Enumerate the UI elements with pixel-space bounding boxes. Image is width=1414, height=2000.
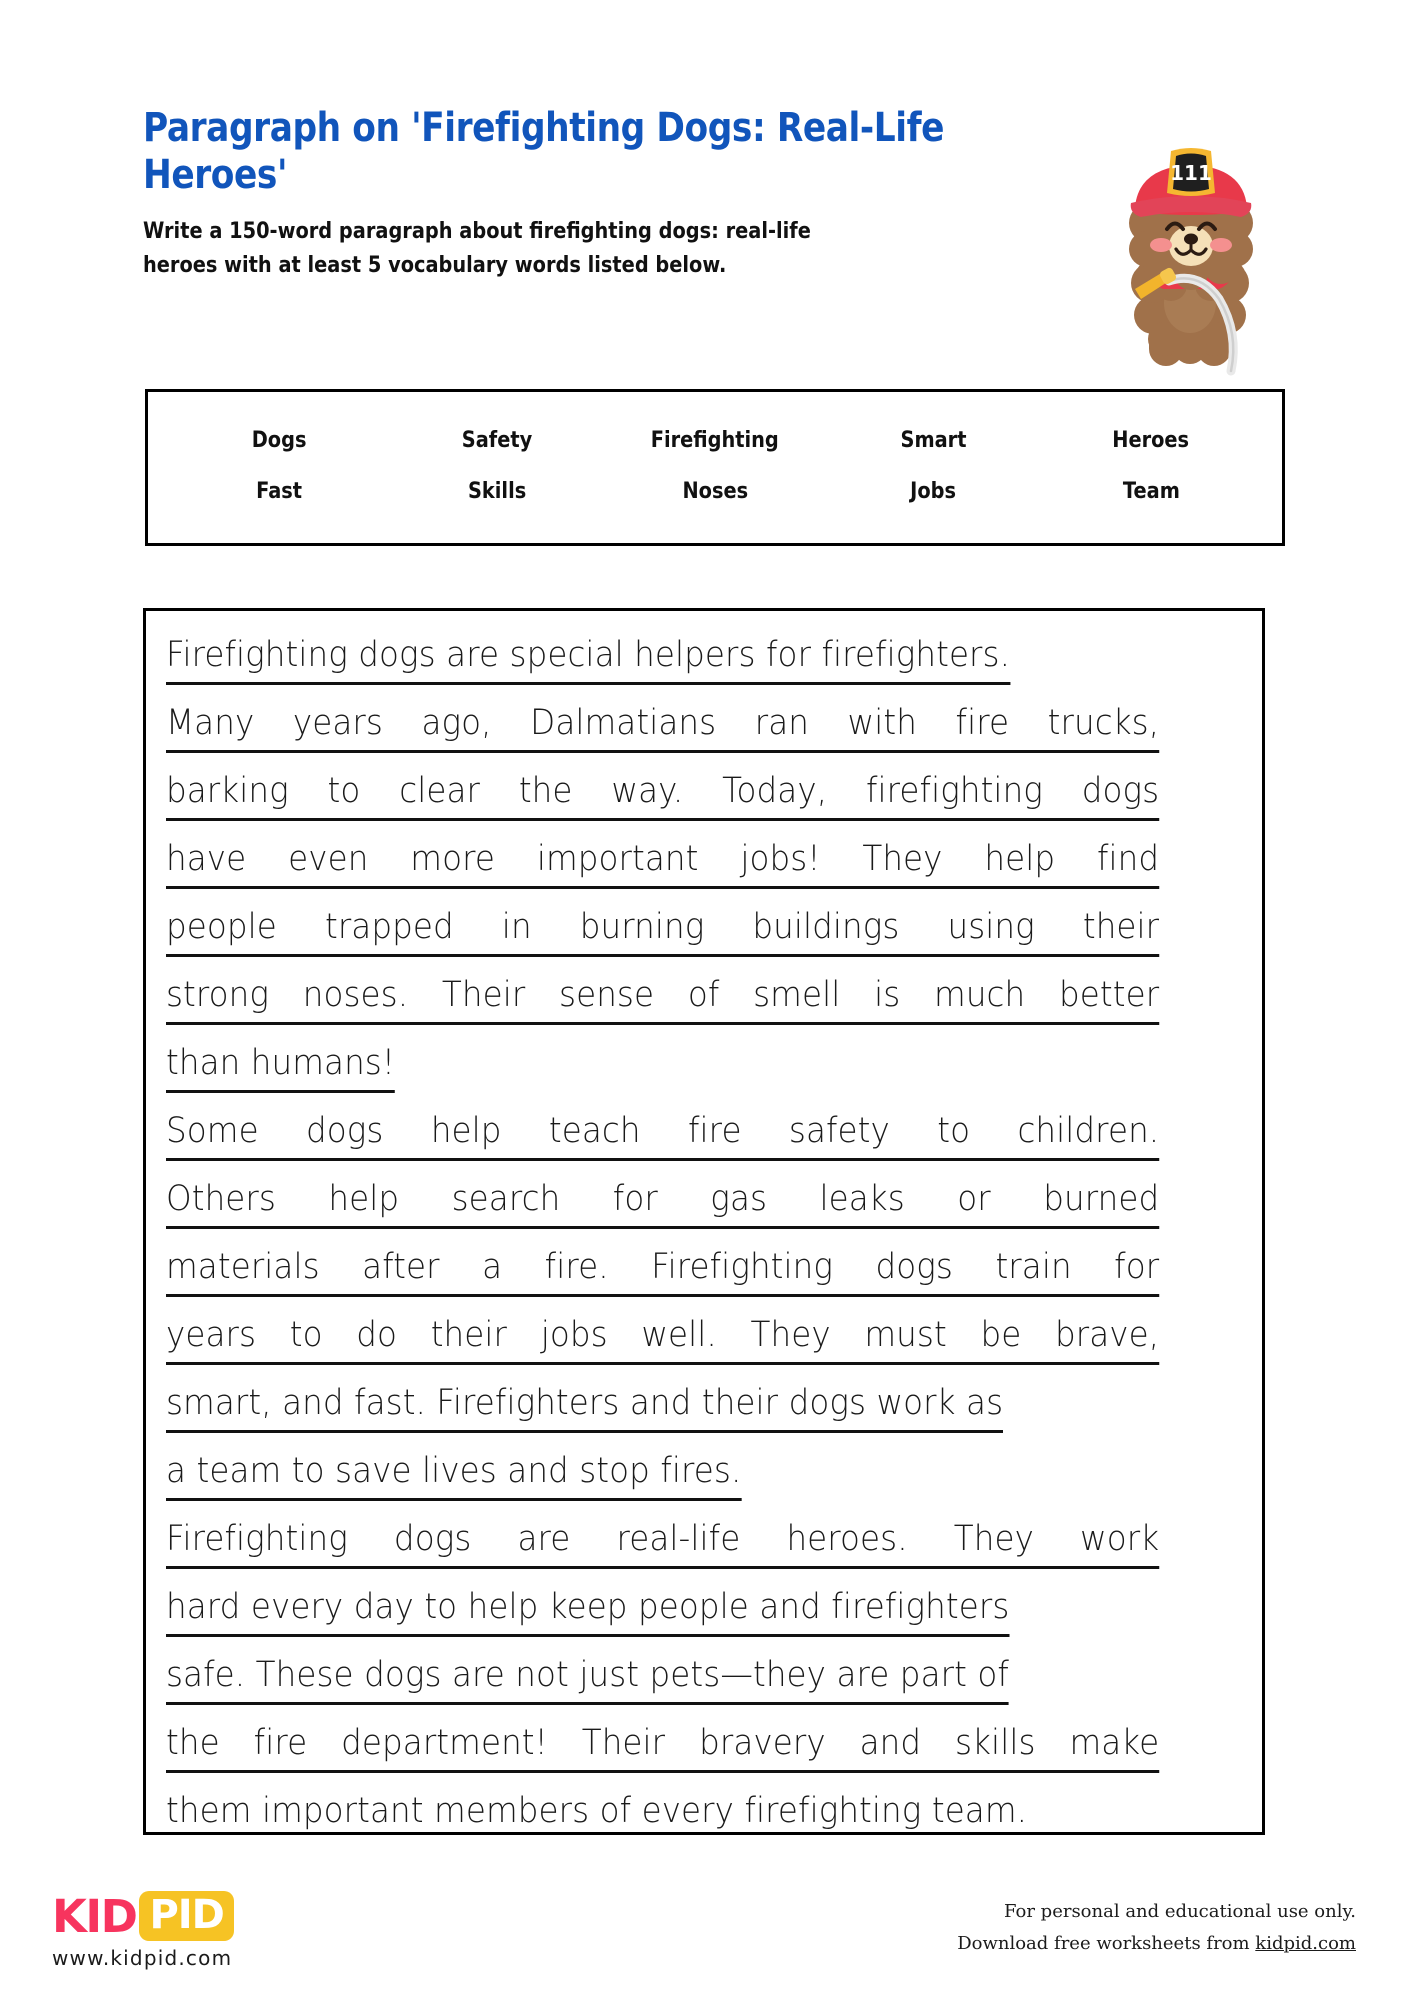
answer-line [166, 629, 1242, 697]
answer-line-text: a team to save lives and stop fires. [166, 1445, 741, 1501]
answer-line-text: Firefighting dogs are real-life heroes. They work [166, 1513, 1159, 1569]
answer-line [166, 1785, 1242, 1835]
worksheet-header [143, 105, 1285, 370]
answer-line-text: Firefighting dogs are special helpers for firefighters. [166, 629, 1010, 685]
instructions-line-2: heroes with at least 5 vocabulary words listed below. [143, 252, 727, 278]
answer-line [166, 1105, 1242, 1173]
answer-line-text: safe. These dogs are not just pets—they are part of [166, 1649, 1009, 1705]
answer-line [166, 1309, 1242, 1377]
vocabulary-word: Fast [256, 478, 302, 504]
vocabulary-word: Smart [899, 427, 966, 453]
logo-pid-text: PID [139, 1891, 233, 1941]
vocabulary-word: Team [1122, 478, 1180, 504]
vocabulary-word: Dogs [251, 427, 307, 453]
answer-line-text: years to do their jobs well. They must be brave, [166, 1309, 1159, 1365]
answer-line-text: them important members of every firefighting team. [166, 1785, 1027, 1835]
worksheet-instructions [143, 215, 1102, 282]
answer-line-text: people trapped in burning buildings using their [166, 901, 1159, 957]
page-title-line-1: Paragraph on 'Firefighting Dogs: Real-Life [143, 105, 945, 151]
vocabulary-word: Jobs [910, 478, 956, 504]
answer-line-text: materials after a fire. Firefighting dogs train for [166, 1241, 1159, 1297]
vocabulary-word-bank [145, 389, 1285, 546]
answer-line-text: the fire department! Their bravery and skills make [166, 1717, 1159, 1773]
answer-line [166, 1173, 1242, 1241]
kidpid-brand [52, 1890, 282, 1970]
svg-text:111: 111 [1170, 161, 1212, 185]
vocabulary-word: Safety [461, 427, 533, 453]
footer-legal-text [957, 1896, 1356, 1959]
legal-line-2 [957, 1928, 1356, 1960]
answer-line-text: have even more important jobs! They help find [166, 833, 1159, 889]
legal-line-2-prefix: Download free worksheets from [957, 1932, 1256, 1954]
answer-line [166, 1037, 1242, 1105]
answer-line-text: barking to clear the way. Today, firefighting dogs [166, 765, 1159, 821]
firefighter-dog-icon [1091, 103, 1291, 383]
answer-line-text: smart, and fast. Firefighters and their dogs work as [166, 1377, 1003, 1433]
answer-line [166, 765, 1242, 833]
vocabulary-row [170, 428, 1260, 453]
answer-line [166, 1717, 1242, 1785]
answer-line-text: Others help search for gas leaks or burned [166, 1173, 1159, 1229]
answer-line [166, 1377, 1242, 1445]
vocabulary-word: Noses [682, 478, 748, 504]
answer-line-text: strong noses. Their sense of smell is much better [166, 969, 1159, 1025]
answer-line-text: Some dogs help teach fire safety to children. [166, 1105, 1159, 1161]
instructions-line-1: Write a 150-word paragraph about firefighting dogs: real-life [143, 219, 811, 245]
answer-line [166, 969, 1242, 1037]
answer-line [166, 901, 1242, 969]
answer-line [166, 697, 1242, 765]
answer-line [166, 1241, 1242, 1309]
page-title [143, 105, 1106, 199]
page-footer [0, 1876, 1414, 2000]
vocabulary-word: Firefighting [650, 427, 780, 453]
brand-website-url: www.kidpid.com [52, 1946, 233, 1970]
answer-line-text: Many years ago, Dalmatians ran with fire trucks, [166, 697, 1159, 753]
answer-line-text: hard every day to help keep people and firefighters [166, 1581, 1009, 1637]
answer-line [166, 833, 1242, 901]
answer-line [166, 1649, 1242, 1717]
answer-line [166, 1581, 1242, 1649]
vocabulary-word: Skills [467, 478, 527, 504]
vocabulary-word: Heroes [1112, 427, 1190, 453]
legal-line-1: For personal and educational use only. [1004, 1901, 1356, 1922]
answer-paragraph [166, 1105, 1242, 1513]
kidpid-logo [52, 1890, 282, 1942]
header-text-block [143, 105, 1108, 282]
paragraph-answer-box[interactable] [143, 608, 1265, 1835]
kidpid-download-link[interactable]: kidpid.com [1255, 1932, 1356, 1954]
vocabulary-row [170, 479, 1260, 504]
answer-line [166, 1445, 1242, 1513]
answer-paragraph [166, 629, 1242, 1105]
answer-line [166, 1513, 1242, 1581]
logo-kid-text: KID [52, 1889, 137, 1943]
page-title-line-2: Heroes' [143, 152, 288, 199]
answer-paragraph [166, 1513, 1242, 1835]
answer-line-text: than humans! [166, 1037, 395, 1093]
